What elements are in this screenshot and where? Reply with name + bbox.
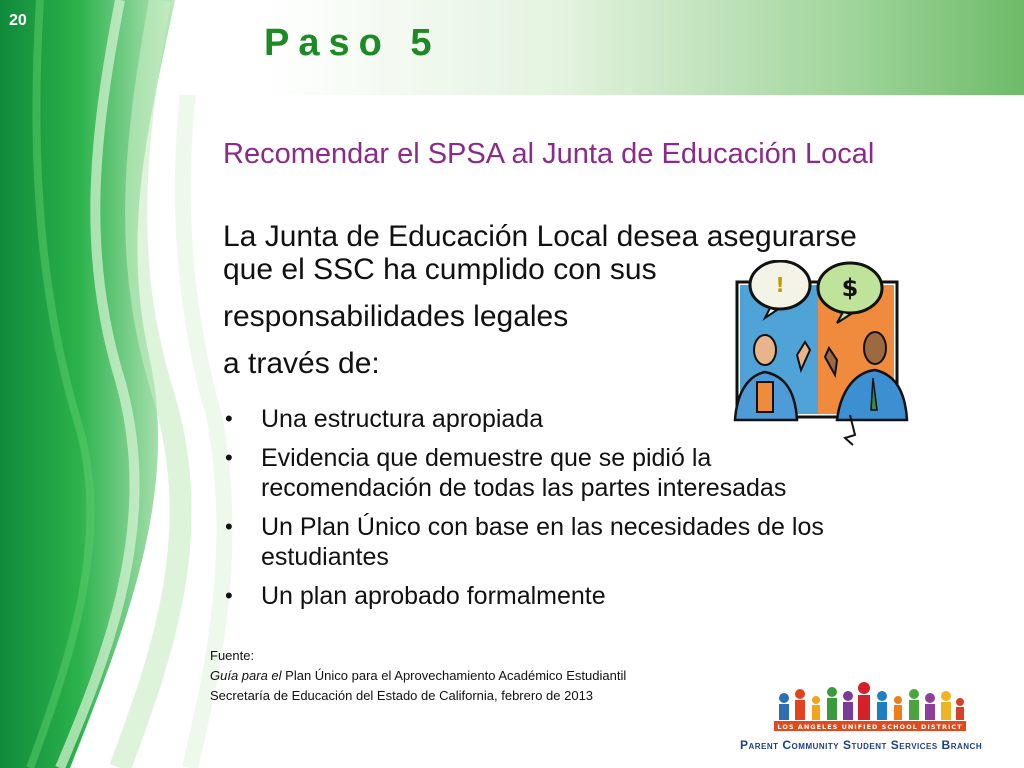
branch-name: Parent Community Student Services Branch xyxy=(740,738,983,752)
bullet-glyph: • xyxy=(225,514,233,539)
bullet-item xyxy=(223,512,943,572)
source-italic-text: Guía para el xyxy=(210,668,282,683)
slide-title: Paso 5 xyxy=(264,22,441,64)
source-citation xyxy=(210,646,730,706)
slide-number: 20 xyxy=(9,12,27,29)
source-line xyxy=(210,666,730,686)
lausd-logo xyxy=(770,676,970,736)
slide-subtitle: Recomendar el SPSA al Junta de Educación Local xyxy=(223,138,875,170)
intro-line: a través de: xyxy=(223,347,380,380)
left-decorative-band xyxy=(0,0,240,768)
dollar-symbol: $ xyxy=(841,274,859,302)
people-silhouettes-icon xyxy=(779,682,964,720)
source-text: Plan Único para el Aprovechamiento Académico Estudiantil xyxy=(281,668,627,683)
bullet-item xyxy=(223,443,943,503)
source-label: Fuente: xyxy=(210,648,255,663)
source-line: Secretaría de Educación del Estado de California, febrero de 2013 xyxy=(210,688,594,703)
lightbulb-symbol: ! xyxy=(775,273,785,297)
bullet-text: Una estructura apropiada xyxy=(261,405,544,433)
bullet-text: Un Plan Único con base en las necesidades de los estudiantes xyxy=(261,513,824,571)
bullet-glyph: • xyxy=(225,406,233,431)
bullet-glyph: • xyxy=(225,583,233,608)
discussion-clipart xyxy=(725,260,915,450)
bullet-item xyxy=(223,581,943,611)
intro-line: que el SSC ha cumplido con sus xyxy=(223,253,657,286)
bullet-text: Un plan aprobado formalmente xyxy=(261,582,606,610)
bullet-text: Evidencia que demuestre que se pidió la recomendación de todas las partes interesadas xyxy=(261,444,787,502)
intro-line: responsabilidades legales xyxy=(223,300,569,333)
bullet-glyph: • xyxy=(225,445,233,470)
logo-banner-text: LOS ANGELES UNIFIED SCHOOL DISTRICT xyxy=(777,723,963,731)
intro-line: La Junta de Educación Local desea asegurarse xyxy=(223,220,857,253)
